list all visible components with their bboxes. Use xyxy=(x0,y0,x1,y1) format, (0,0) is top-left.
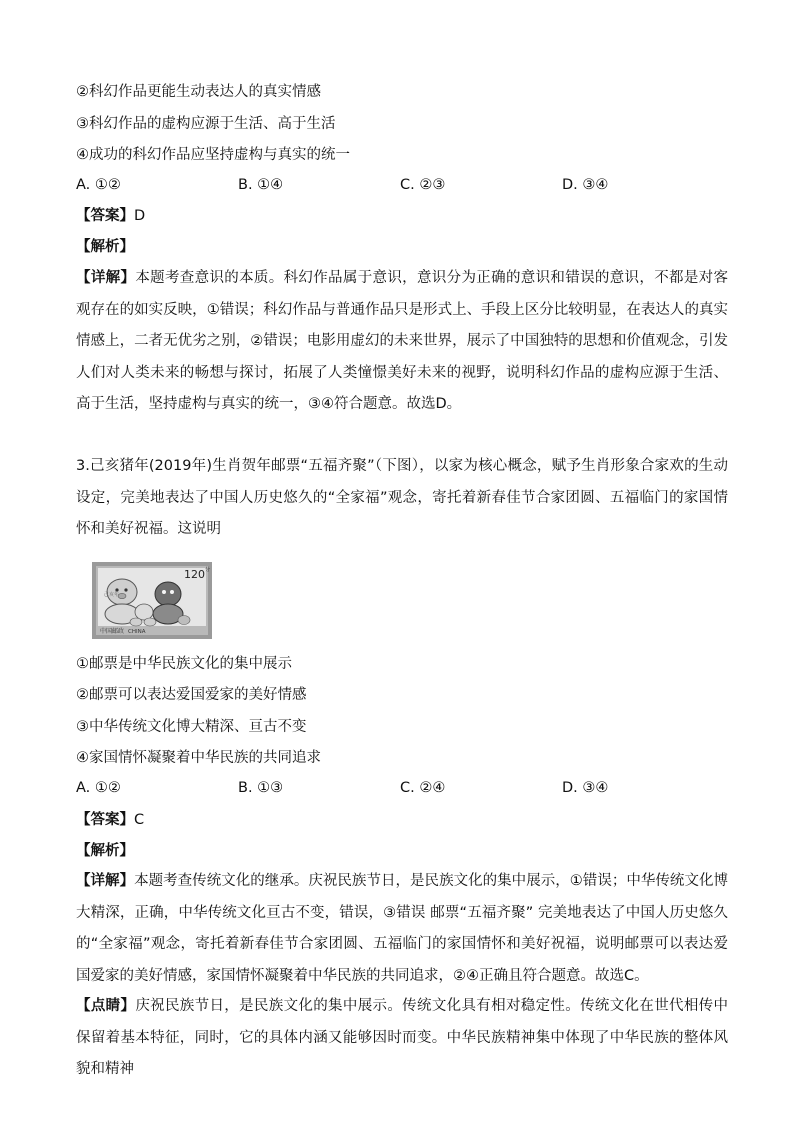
answer-value: C xyxy=(134,812,145,828)
q2-analysis-label: 【解析】 xyxy=(76,239,134,255)
stamp-country-cn: 中国邮政 xyxy=(100,628,125,635)
q3-answer xyxy=(76,810,144,830)
detail-label: 【详解】 xyxy=(76,270,136,286)
q3-stem: 3.己亥猪年(2019年)生肖贺年邮票“五福齐聚”（下图），以家为核心概念，赋予生肖形象合家欢的生动设定，完美地表达了中国人历史悠久的“全家福”观念，寄托着新春佳节合家团圆、五福临门的家国情怀和美好祝福。这说明 xyxy=(76,458,728,537)
comment-label: 【点睛】 xyxy=(76,998,136,1014)
detail-text: 本题考查意识的本质。科幻作品属于意识，意识分为正确的意识和错误的意识，不都是对客观存在的如实反映，①错误；科幻作品与普通作品只是形式上、手段上区分比较明显，在表达人的真实情感上，二者无优劣之别，②错误；电影用虚幻的未来世界，展示了中国独特的思想和价值观念，引发人们对人类未来的畅想与探讨，拓展了人类憧憬美好未来的视野，说明科幻作品的虚构应源于生活、高于生活，坚持虚构与真实的统一，③④符合题意。故选D。 xyxy=(76,270,729,412)
q3-option-a: A. ①② xyxy=(76,780,121,796)
stamp-denomination: 120 xyxy=(184,568,205,581)
q3-statement-4: ④家国情怀凝聚着中华民族的共同追求 xyxy=(76,750,321,766)
svg-text:分: 分 xyxy=(205,567,211,573)
q2-statement-2: ②科幻作品更能生动表达人的真实情感 xyxy=(76,84,321,100)
q3-statement-3: ③中华传统文化博大精深、亘古不变 xyxy=(76,719,307,735)
q3-option-d: D. ③④ xyxy=(562,780,609,796)
detail-label: 【详解】 xyxy=(76,873,135,889)
q2-option-a: A. ①② xyxy=(76,177,121,193)
q3-statement-1: ①邮票是中华民族文化的集中展示 xyxy=(76,656,292,672)
q3-analysis-label: 【解析】 xyxy=(76,843,134,859)
svg-text:己亥年: 己亥年 xyxy=(104,592,120,598)
q2-detail xyxy=(76,263,728,421)
q2-option-b: B. ①④ xyxy=(238,177,284,193)
q2-statement-4: ④成功的科幻作品应坚持虚构与真实的统一 xyxy=(76,147,350,163)
q3-statement-2: ②邮票可以表达爱国爱家的美好情感 xyxy=(76,687,307,703)
comment-text: 庆祝民族节日，是民族文化的集中展示。传统文化具有相对稳定性。传统文化在世代相传中保留着基本特征，同时，它的具体内涵又能够因时而变。中华民族精神集中体现了中华民族的整体风貌和精神 xyxy=(76,998,729,1077)
detail-text: 本题考查传统文化的继承。庆祝民族节日，是民族文化的集中展示，①错误；中华传统文化博大精深，正确，中华传统文化亘古不变，错误，③错误 邮票“五福齐聚” 完美地表达了中国人历史悠久的“全家福”观念，寄托着新春佳节合家团圆、五福临门的家国情怀和美好祝福，说明邮票可以表达爱国爱家的美好情感，家国情怀凝聚着中华民族的共同追求，②④正确且符合题意。故选C。 xyxy=(76,873,728,984)
q2-answer xyxy=(76,206,145,226)
q3-option-b: B. ①③ xyxy=(238,780,284,796)
q3-comment xyxy=(76,991,728,1086)
stamp-image xyxy=(92,562,212,639)
answer-value: D xyxy=(134,208,146,224)
stamp-country-en: CHINA xyxy=(128,629,146,635)
answer-label: 【答案】 xyxy=(76,812,134,828)
q2-statement-3: ③科幻作品的虚构应源于生活、高于生活 xyxy=(76,116,336,132)
answer-label: 【答案】 xyxy=(76,208,134,224)
q3-option-c: C. ②④ xyxy=(400,780,446,796)
q2-option-c: C. ②③ xyxy=(400,177,446,193)
q3-detail xyxy=(76,866,728,992)
q2-option-d: D. ③④ xyxy=(562,177,609,193)
